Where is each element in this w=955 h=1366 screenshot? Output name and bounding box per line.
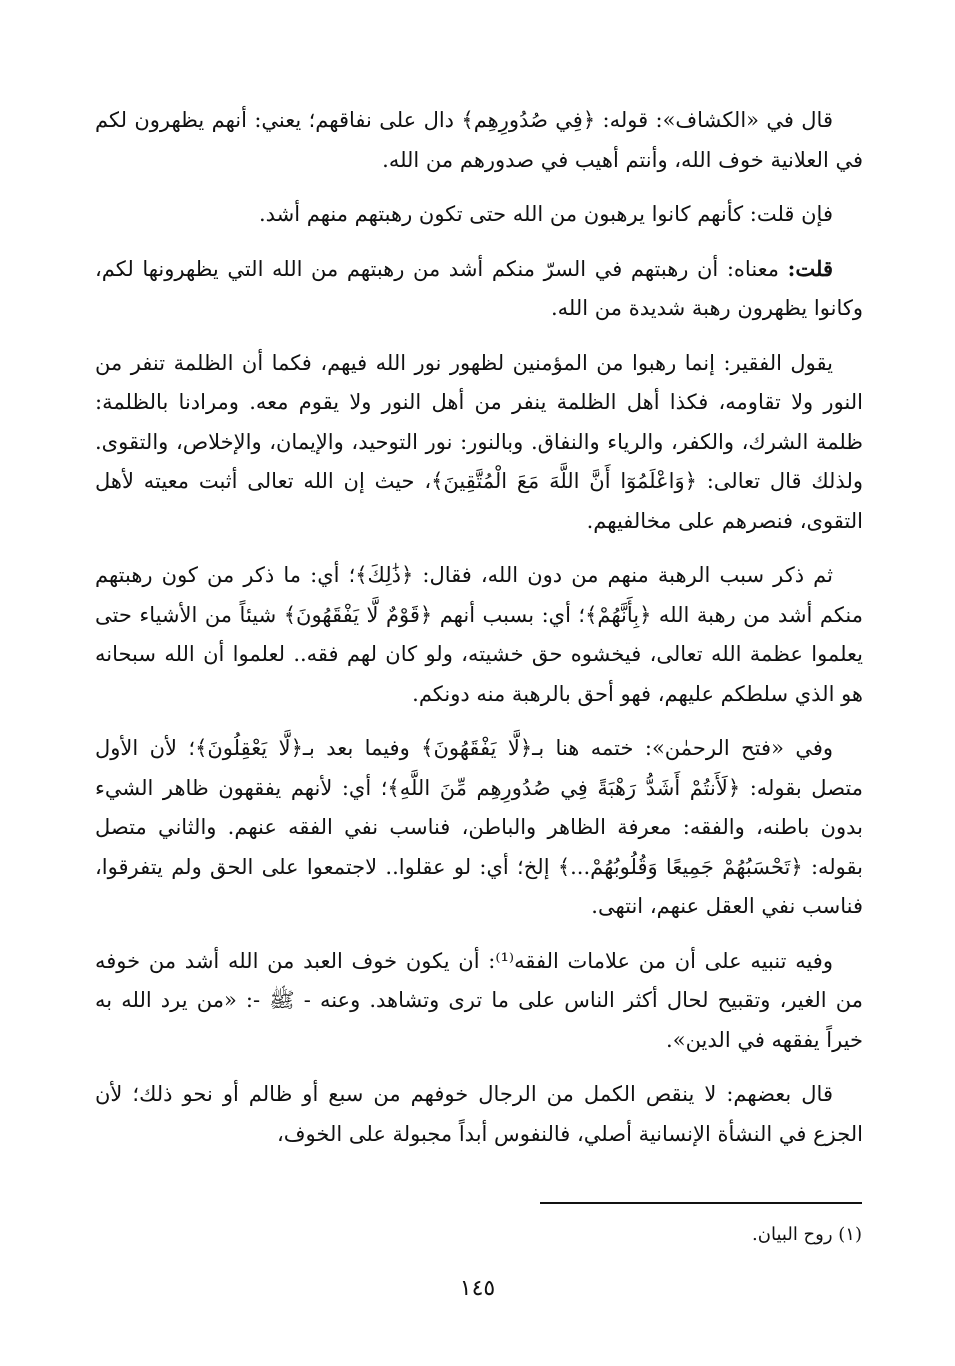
page-number: ١٤٥ bbox=[459, 1276, 496, 1301]
paragraph-text: ثم ذكر سبب الرهبة منهم من دون الله، فقال: ﴿ذَٰلِكَ﴾؛ أي: ما ذكر من كون رهبتهم منكم أشد من رهبة الله ﴿بِأَنَّهُمْ﴾؛ أي: بسبب أنهم ﴿قَوْمٌ لَّا يَفْقَهُونَ﴾ شيئاً من الأشياء حتى يعلموا عظمة الله تعالى، فيخشوه حق خشيته، ولو كان لهم فقه.. لعلموا أن الله سبحانه هو الذي سلطكم عليهم، فهو أحق بالرهبة منه دونكم. bbox=[95, 563, 863, 706]
body-text bbox=[95, 100, 863, 1154]
paragraph-7 bbox=[95, 941, 863, 1061]
paragraph-lead: قلت: bbox=[787, 255, 833, 281]
paragraph-text: فإن قلت: كأنهم كانوا يرهبون من الله حتى تكون رهبتهم منهم أشد. bbox=[258, 202, 833, 226]
paragraph-3 bbox=[95, 249, 863, 329]
paragraph-4 bbox=[95, 343, 863, 542]
paragraph-text: قال في «الكشاف»: قوله: ﴿فِي صُدُورِهِم﴾ دال على نفاقهم؛ يعني: أنهم يظهرون لكم في العلانية خوف الله، وأنتم أهيب في صدورهم من الله. bbox=[95, 108, 863, 172]
paragraph-6 bbox=[95, 728, 863, 927]
footnote-divider bbox=[540, 1202, 862, 1204]
paragraph-text: معناه: أن رهبتهم في السرّ منكم أشد من رهبتهم من الله التي يظهرونها لكم، وكانوا يظهرون رهبة شديدة من الله. bbox=[95, 256, 863, 320]
paragraph-text: يقول الفقير: إنما رهبوا من المؤمنين لظهور نور الله فيهم، فكما أن الظلمة تنفر من النور ولا تقاومه، فكذا أهل الظلمة ينفر من أهل النور ولا يقوم معه. ومرادنا بالظلمة: ظلمة الشرك، والكفر، والرياء والنفاق. وبالنور: نور التوحيد، والإيمان، والإخلاص، والتقوى. ولذلك قال تعالى: ﴿وَاعْلَمُوٓا أَنَّ اللَّهَ مَعَ الْمُتَّقِينَ﴾، حيث إن الله تعالى أثبت معيته لأهل التقوى، فنصرهم على مخالفيهم. bbox=[95, 350, 863, 533]
paragraph-8 bbox=[95, 1074, 863, 1154]
paragraph-text: وفيه تنبيه على أن من علامات الفقه⁽¹⁾: أن يكون خوف العبد من الله أشد من خوفه من الغير، وتقبيح لحال أكثر الناس على ما ترى وتشاهد. وعنه - ﷺ -: «من يرد الله به خيراً يفقهه في الدين». bbox=[95, 948, 863, 1052]
footnote: (١) روح البيان. bbox=[752, 1224, 862, 1245]
paragraph-2 bbox=[95, 194, 863, 235]
paragraph-text: قال بعضهم: لا ينقص الكمل من الرجال خوفهم من سبع أو ظالم أو نحو ذلك؛ لأن الجزع في النشأة الإنسانية أصلي، فالنفوس أبداً مجبولة على الخوف، bbox=[95, 1082, 863, 1146]
paragraph-1 bbox=[95, 100, 863, 180]
paragraph-5 bbox=[95, 555, 863, 714]
paragraph-text: وفي «فتح الرحمٰن»: ختمه هنا بـ﴿لَّا يَفْقَهُونَ﴾ وفيما بعد بـ﴿لَّا يَعْقِلُونَ﴾؛ لأن الأول متصل بقوله: ﴿لَأَنتُمْ أَشَدُّ رَهْبَةً فِي صُدُورِهِم مِّنَ اللَّهِ﴾؛ أي: لأنهم يفقهون ظاهر الشيء بدون باطنه، والفقه: معرفة الظاهر والباطن، فناسب نفي الفقه عنهم. والثاني متصل بقوله: ﴿تَحْسَبُهُمْ جَمِيعًا وَقُلُوبُهُمْ...﴾ إلخ؛ أي: لو عقلوا.. لاجتمعوا على الحق ولم يتفرقوا، فناسب نفي العقل عنهم، انتهى. bbox=[95, 736, 863, 918]
